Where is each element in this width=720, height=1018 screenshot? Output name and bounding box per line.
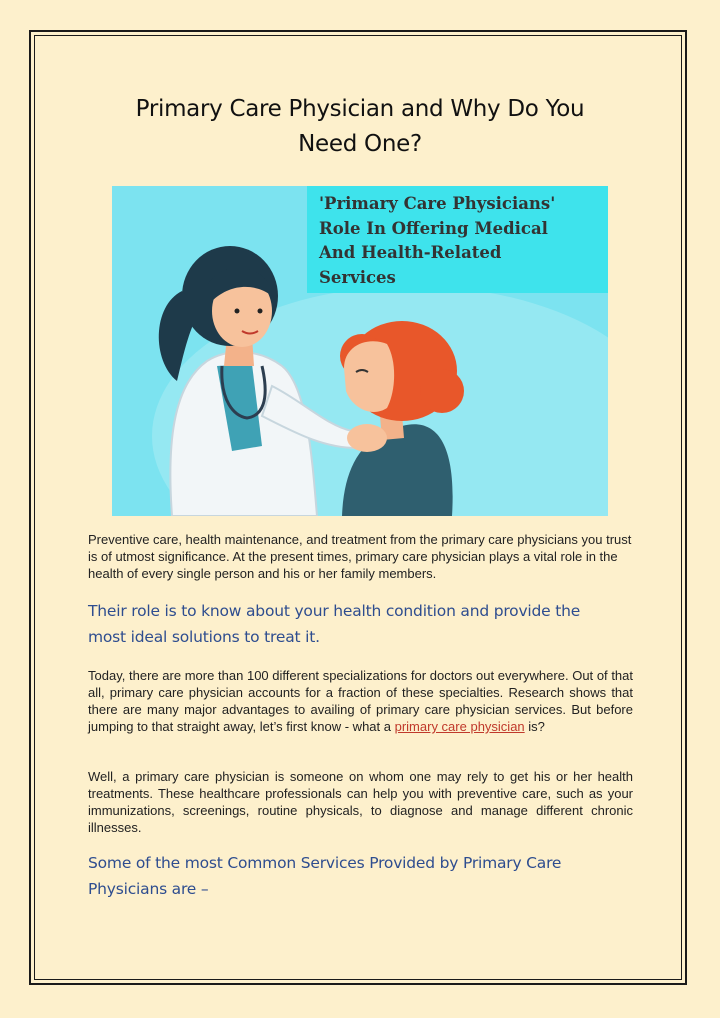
- image-caption-line-1: 'Primary Care Physicians': [319, 194, 556, 213]
- image-caption: [307, 186, 608, 293]
- image-caption-line-2: Role In Offering Medical: [319, 218, 548, 238]
- image-caption-line-4: Services: [319, 267, 396, 287]
- patient-hair-curl-2: [420, 369, 464, 413]
- doctor-eye: [235, 309, 240, 314]
- image-caption-line-3: And Health-Related: [319, 243, 502, 262]
- section-heading-services-line-2: Physicians are –: [88, 880, 209, 898]
- specializations-text: Today, there are more than 100 different specializations for doctors out everywhere. Out of that all, primary care physician accounts for a fraction of these specialties. Research shows that there are many major advantages to availing of primary care physician services. But before jumping to that straight away, let’s first know - what a: [88, 668, 633, 734]
- definition-paragraph: Well, a primary care physician is someone on whom one may rely to get his or her health treatments. These healthcare professionals can help you with preventive care, such as your immunizations, screenings, routine physicals, to diagnose and manage different chronic illnesses.: [88, 769, 633, 835]
- page-title-line-2: Need One?: [298, 131, 422, 157]
- specializations-paragraph: [88, 667, 633, 735]
- section-heading-role-line-1: Their role is to know about your health condition and provide the: [88, 602, 581, 620]
- doctor-eye-2: [258, 309, 263, 314]
- intro-paragraph: Preventive care, health maintenance, and treatment from the primary care physicians you trust is of utmost significance. At the present times, primary care physician plays a vital role in the health of every single person and his or her family members.: [88, 532, 632, 581]
- section-heading-role-line-2: most ideal solutions to treat it.: [88, 628, 320, 646]
- section-heading-services: [88, 850, 648, 902]
- section-heading-role: [88, 598, 648, 650]
- section-heading-services-line-1: Some of the most Common Services Provided by Primary Care: [88, 854, 562, 872]
- primary-care-physician-link[interactable]: primary care physician: [394, 719, 525, 734]
- page-title-line-1: Primary Care Physician and Why Do You: [135, 96, 585, 122]
- doctor-hand: [347, 424, 387, 452]
- hero-illustration: [112, 186, 608, 516]
- specializations-tail: is?: [524, 719, 545, 734]
- page-title: [60, 92, 660, 162]
